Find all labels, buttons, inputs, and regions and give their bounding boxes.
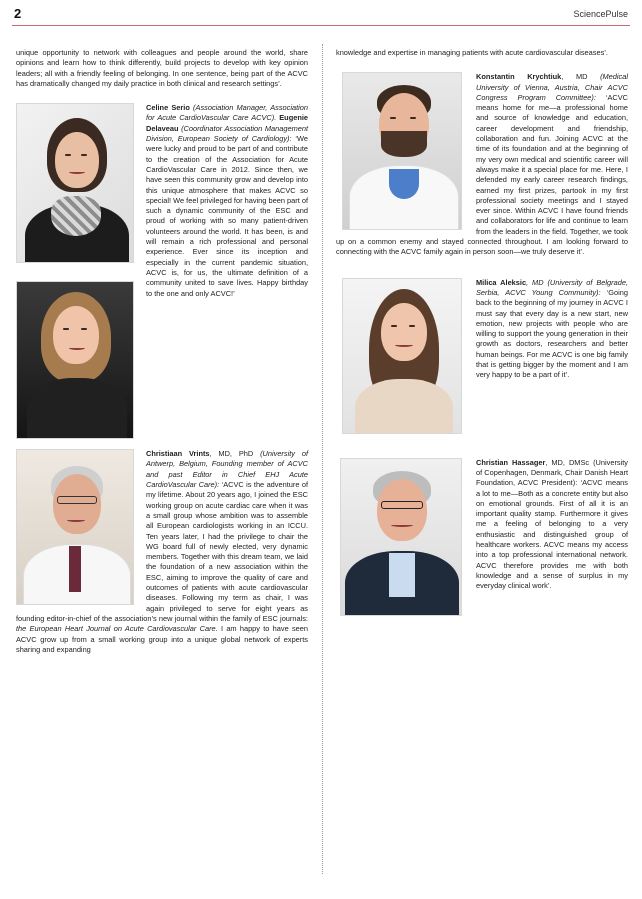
serio-affiliation: (Association Manager, Association for Acute CardioVascular Care ACVC). bbox=[146, 103, 309, 123]
vrints-journal-title: the European Heart Journal on Acute Cardiovascular Care bbox=[16, 624, 216, 634]
krychtiuk-name: Konstantin Krychtiuk bbox=[476, 72, 562, 82]
publication-name: SciencePulse bbox=[573, 9, 628, 19]
krychtiuk-degree: , MD bbox=[561, 72, 588, 82]
delaveau-name: Eugenie Delaveau bbox=[146, 113, 308, 133]
right-column bbox=[336, 48, 628, 620]
aleksic-quote: ‘Going back to the beginning of my journey in ACVC I must say that every day is a new start, new emotion, new projects with people who are willing to support the young generation in their growth as doctors, researchers and better human beings. For me ACVC is one big family that is getting bigger by the moment and I am very happy to be a part of it’. bbox=[476, 287, 628, 380]
serio-name: Celine Serio bbox=[146, 103, 190, 113]
portrait-milica-aleksic bbox=[342, 278, 462, 434]
krychtiuk-affiliation: (Medical University of Vienna, Austria, Chair ACVC Congress Program Committee): bbox=[476, 72, 628, 102]
vrints-degree: , MD, PhD bbox=[209, 449, 254, 459]
krychtiuk-entry bbox=[336, 72, 628, 257]
delaveau-quote: ‘We were lucky and proud to be part of and contribute to the creation of the Association for Acute CardioVascular Care in 2012. Since then, we have seen this community grow and develop into this unique atmosphere that makes ACVC so special! We feel privileged for having been part of such a dynamic community of the ESC and proud of working with so many patient-driven volunteers around the world. It has been, is and will remain a rich professional and personal experience. Ever since its inception and especially in the current pandemic situation, ACVC is, for us, the ultimate definition of a community united to save lives. Happy birthday to the one and only ACVC!’ bbox=[146, 134, 309, 298]
aleksic-entry bbox=[336, 278, 628, 438]
page-number: 2 bbox=[14, 6, 22, 21]
portrait-christiaan-vrints bbox=[16, 449, 134, 605]
delaveau-affiliation: (Coordinator Association Management Division, European Society of Cardiology): bbox=[146, 123, 309, 144]
header-rule bbox=[12, 25, 630, 26]
hassager-degree: , MD, DMSc bbox=[545, 457, 590, 467]
vrints-name: Christiaan Vrints bbox=[146, 449, 210, 459]
continued-paragraph: knowledge and expertise in managing patients with acute cardiovascular diseases’. bbox=[336, 48, 608, 57]
portrait-celine-serio bbox=[16, 103, 134, 263]
aleksic-name: Milica Aleksic bbox=[476, 277, 527, 287]
page-header bbox=[0, 0, 642, 28]
aleksic-affiliation: , MD (University of Belgrade, Serbia, ACVC Young Community): bbox=[476, 277, 629, 297]
vrints-quote: ‘ACVC is the adventure of my lifetime. About 20 years ago, I joined the ESC working group on acute cardiac care when it was a small group whose ambition was to assemble all European cardiologists working in an ICCU. Ten years later, I had the privilege to chair the WG board full of newly elected, very dynamic members. Together with this dream team, we laid the foundation of a new association within the ESC, aiming to improve the quality of care and outcomes of patients with acute cardiovascular diseases. Following my term as chair, I was again privileged to serve for eight years as founding editor-in-chief of the association’s new journal within the family of ESC journals: bbox=[16, 480, 308, 623]
vrints-affiliation: (University of Antwerp, Belgium, Founding member of ACVC and past Editor in Chief EHJ Acute CardioVascular Care): bbox=[146, 449, 308, 490]
hassager-quote: ‘ACVC means a lot to me—Both as a concrete entity but also on emotional grounds. First of all it is an important quality stamp. Furthermore it gives me a feeling of belonging to a very enthusiastic and distinguished group of healthcare workers. ACVC means my access into a top professional international network. ACVC therefore provides me with both knowledge and a sense of surplus in my everyday clinical work’. bbox=[476, 478, 628, 591]
portrait-eugenie-delaveau bbox=[16, 281, 134, 439]
portrait-christian-hassager bbox=[340, 458, 462, 616]
vrints-quote-end: . I am happy to have seen ACVC grow up from a small working group into a unique global network of experts sharing and expanding bbox=[16, 624, 309, 654]
hassager-entry bbox=[336, 458, 628, 620]
column-divider bbox=[322, 44, 323, 874]
portrait-konstantin-krychtiuk bbox=[342, 72, 462, 230]
left-column bbox=[16, 48, 308, 655]
hassager-name: Christian Hassager bbox=[476, 457, 546, 467]
photo-stack bbox=[16, 103, 134, 439]
krychtiuk-quote: ‘ACVC means home for me—a professional home and source of knowledge and education, career development and friendship, collaboration and fun. Joining ACVC at the time of its foundation and at the beginning of my very own medical and scientific career will always make it a special place for me. Here, I defended my early career research findings, earned my first prizes, partook in my first professional society meetings and I stayed ever since. Within ACVC I have found friends and collaborators for life and continue to learn from the leaders in the field. Together, we took up on a common enemy and stayed connected throughout. I am looking forward to connecting with the ACVC family again in person soon—we truly deserve it’. bbox=[336, 92, 628, 257]
vrints-entry bbox=[16, 449, 308, 655]
intro-paragraph: unique opportunity to network with colleagues and people around the world, share opinions and learn how to think differently, build projects to develop with key opinion leaders; all with a friendly feeling of belonging. In one sentence, being part of the ACVC has dramatically changed my daily practice in both clinical and research settings’. bbox=[16, 48, 308, 88]
hassager-affiliation: (University of Copenhagen, Denmark, Chair Danish Heart Foundation, ACVC President): bbox=[476, 457, 628, 488]
serio-delaveau-entry bbox=[16, 103, 308, 439]
